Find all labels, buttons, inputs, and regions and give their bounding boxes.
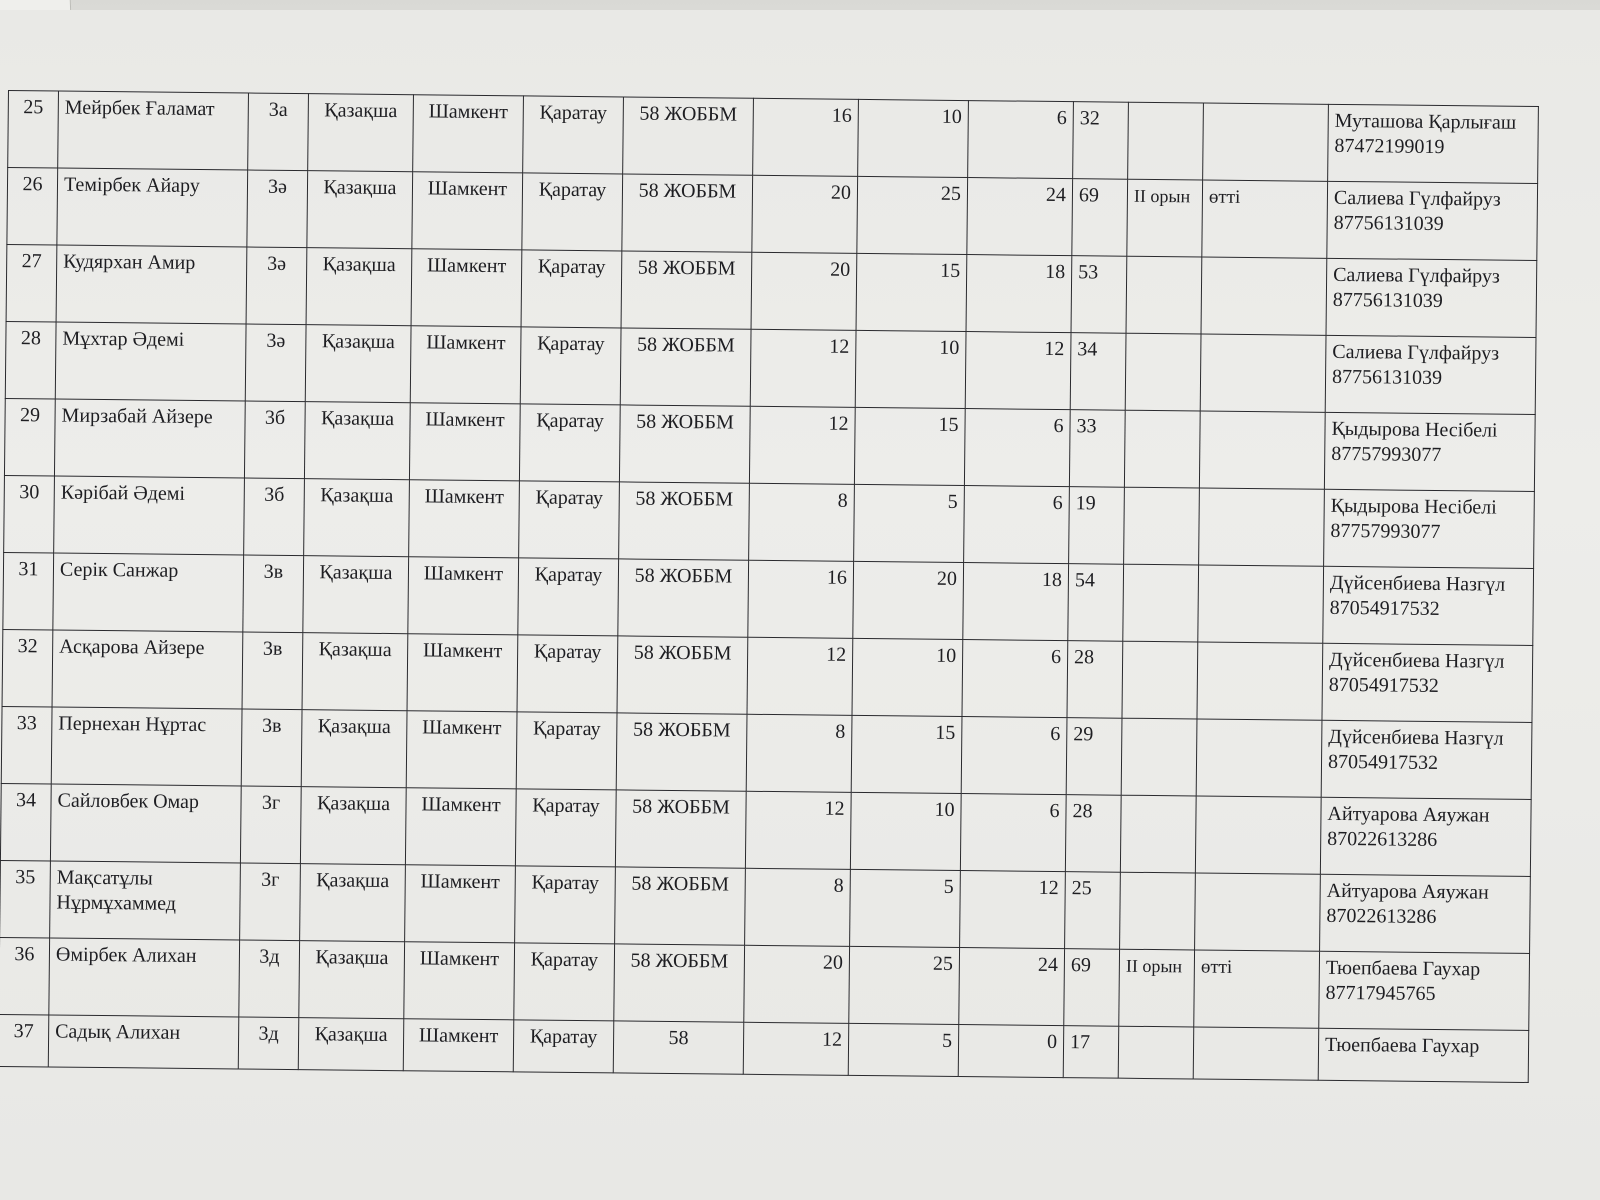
cell-student-name: Сайловбек Омар (50, 784, 241, 863)
teacher-phone: 87022613286 (1327, 827, 1438, 852)
teacher-name: Қыдырова Несібелі (1330, 494, 1497, 519)
cell-place (1118, 1026, 1194, 1079)
cell-score-2: 10 (858, 99, 969, 177)
cell-number: 27 (6, 244, 57, 322)
teacher-name: Дүйсенбиева Назгүл (1328, 725, 1504, 750)
cell-language: Қазақша (305, 325, 411, 403)
cell-school: 58 (613, 1021, 744, 1074)
cell-city: Шамкент (412, 172, 523, 250)
cell-total-score: 69 (1072, 179, 1128, 257)
cell-total-score: 28 (1065, 795, 1121, 873)
cell-score-2: 5 (854, 484, 965, 562)
cell-score-1: 16 (748, 560, 854, 638)
cell-class: 3в (242, 632, 303, 710)
cell-score-1: 8 (749, 483, 855, 561)
cell-student-name: Мейрбек Ғаламат (58, 91, 249, 170)
cell-city: Шамкент (409, 480, 520, 558)
cell-status (1193, 1027, 1319, 1080)
cell-city: Шамкент (403, 1019, 514, 1072)
cell-district: Қаратау (513, 1020, 614, 1073)
cell-number: 37 (0, 1014, 49, 1067)
cell-score-2: 15 (856, 253, 967, 331)
cell-place (1124, 487, 1200, 565)
cell-language: Қазақша (302, 633, 408, 711)
cell-city: Шамкент (413, 95, 524, 173)
cell-district: Қаратау (517, 635, 618, 713)
cell-score-2: 25 (849, 946, 960, 1024)
cell-place (1120, 795, 1196, 873)
cell-student-name: Пернехан Нұртас (51, 707, 242, 786)
results-table (0, 90, 1539, 1083)
cell-place (1121, 718, 1197, 796)
cell-school: 58 ЖОББМ (615, 867, 746, 945)
cell-status (1199, 488, 1325, 566)
cell-score-2: 15 (851, 715, 962, 793)
teacher-name: Айтуарова Аяужан (1326, 879, 1489, 904)
teacher-phone: 87054917532 (1329, 596, 1440, 621)
teacher-name: Салиева Гүлфайруз (1333, 186, 1501, 211)
document-sheet (0, 10, 1600, 1200)
results-table-body (0, 91, 1538, 1083)
cell-place (1124, 410, 1200, 488)
cell-teacher (1324, 412, 1535, 491)
cell-score-1: 12 (749, 406, 855, 484)
cell-score-1: 20 (744, 945, 850, 1023)
cell-school: 58 ЖОББМ (614, 944, 745, 1022)
cell-district: Қаратау (515, 866, 616, 944)
cell-status (1201, 257, 1327, 335)
cell-city: Шамкент (405, 865, 516, 943)
cell-total-score: 53 (1071, 256, 1127, 334)
teacher-name: Муташова Қарлығаш (1334, 109, 1517, 134)
cell-teacher (1320, 874, 1531, 953)
cell-district: Қаратау (521, 250, 622, 328)
cell-language: Қазақша (300, 787, 406, 865)
cell-score-2: 5 (848, 1023, 959, 1076)
cell-total-score: 69 (1064, 949, 1120, 1027)
cell-language: Қазақша (299, 941, 405, 1019)
cell-score-1: 12 (745, 791, 851, 869)
cell-class: 3в (243, 555, 304, 633)
cell-class: 3б (244, 478, 305, 556)
cell-class: 3ә (246, 247, 307, 325)
cell-status (1200, 334, 1326, 412)
cell-student-name: Кудярхан Амир (56, 245, 247, 324)
cell-score-1: 12 (743, 1022, 849, 1075)
cell-teacher (1322, 643, 1533, 722)
teacher-phone: 87022613286 (1326, 904, 1437, 929)
teacher-phone: 87757993077 (1331, 442, 1442, 467)
cell-district: Қаратау (514, 943, 615, 1021)
cell-place (1128, 102, 1204, 180)
cell-number: 35 (0, 860, 50, 938)
cell-place (1122, 641, 1198, 719)
cell-class: 3а (248, 93, 309, 171)
cell-place: II орын (1127, 179, 1203, 257)
cell-status (1199, 411, 1325, 489)
cell-score-3: 18 (963, 563, 1069, 641)
cell-place (1123, 564, 1199, 642)
cell-school: 58 ЖОББМ (623, 97, 754, 175)
cell-number: 34 (0, 783, 51, 861)
cell-score-3: 6 (964, 486, 1070, 564)
cell-class: 3б (244, 401, 305, 479)
cell-school: 58 ЖОББМ (619, 405, 750, 483)
cell-number: 36 (0, 937, 50, 1015)
cell-district: Қаратау (518, 558, 619, 636)
cell-district: Қаратау (519, 481, 620, 559)
cell-class: 3г (240, 786, 301, 864)
cell-city: Шамкент (410, 326, 521, 404)
cell-city: Шамкент (409, 403, 520, 481)
teacher-phone: 87756131039 (1333, 211, 1444, 236)
teacher-name: Дүйсенбиева Назгүл (1328, 648, 1505, 673)
cell-status (1195, 873, 1321, 951)
cell-place (1125, 333, 1201, 411)
cell-score-1: 16 (753, 98, 859, 176)
cell-status: өтті (1194, 950, 1320, 1028)
cell-student-name: Серік Санжар (53, 553, 244, 632)
cell-teacher (1324, 489, 1535, 568)
cell-language: Қазақша (304, 402, 410, 480)
cell-student-name: Кәрібай Әдемі (54, 476, 245, 555)
cell-district: Қаратау (523, 96, 624, 174)
cell-place: II орын (1119, 949, 1195, 1027)
cell-student-name: Асқарова Айзере (52, 630, 243, 709)
cell-total-score: 32 (1073, 102, 1129, 180)
cell-district: Қаратау (516, 712, 617, 790)
cell-student-name: Мирзабай Айзере (54, 399, 245, 478)
teacher-name: Салиева Гүлфайруз (1332, 340, 1500, 365)
cell-student-name: Өмірбек Алихан (49, 938, 240, 1017)
cell-score-2: 5 (850, 869, 961, 947)
teacher-name: Тюепбаева Гаухар (1325, 956, 1481, 981)
cell-student-name: Садық Алихан (48, 1015, 239, 1069)
cell-score-3: 12 (965, 332, 1071, 410)
cell-number: 32 (2, 629, 53, 707)
cell-total-score: 17 (1063, 1026, 1119, 1079)
cell-language: Қазақша (300, 864, 406, 942)
cell-school: 58 ЖОББМ (620, 328, 751, 406)
cell-score-2: 10 (855, 330, 966, 408)
cell-score-3: 6 (968, 101, 1074, 179)
cell-class: 3г (240, 863, 301, 941)
cell-score-2: 10 (852, 638, 963, 716)
cell-district: Қаратау (519, 404, 620, 482)
teacher-phone: 87757993077 (1330, 519, 1441, 544)
cell-total-score: 54 (1068, 564, 1124, 642)
cell-number: 26 (7, 168, 58, 246)
cell-teacher (1321, 720, 1532, 799)
teacher-phone: 87756131039 (1331, 365, 1443, 390)
teacher-name: Тюепбаева Гаухар (1324, 1033, 1480, 1058)
cell-class: 3д (239, 940, 300, 1018)
cell-language: Қазақша (298, 1018, 404, 1071)
cell-teacher (1319, 951, 1530, 1030)
cell-total-score: 29 (1066, 718, 1122, 796)
cell-school: 58 ЖОББМ (616, 713, 747, 791)
cell-teacher (1320, 797, 1531, 876)
cell-score-2: 20 (853, 561, 964, 639)
cell-teacher (1328, 104, 1539, 183)
cell-language: Қазақша (308, 94, 414, 172)
cell-place (1120, 872, 1196, 950)
cell-district: Қаратау (520, 327, 621, 405)
cell-teacher (1327, 181, 1538, 260)
cell-number: 28 (5, 321, 56, 399)
cell-score-3: 18 (966, 255, 1072, 333)
cell-number: 30 (4, 475, 55, 553)
cell-score-1: 20 (752, 175, 858, 253)
cell-total-score: 28 (1067, 641, 1123, 719)
cell-city: Шамкент (411, 249, 522, 327)
cell-score-3: 12 (960, 871, 1066, 949)
teacher-name: Салиева Гүлфайруз (1333, 263, 1500, 288)
cell-language: Қазақша (304, 479, 410, 557)
cell-place (1126, 256, 1202, 334)
cell-school: 58 ЖОББМ (621, 251, 752, 329)
cell-score-1: 8 (745, 868, 851, 946)
cell-total-score: 33 (1069, 410, 1125, 488)
cell-teacher (1326, 258, 1537, 337)
cell-class: 3в (241, 709, 302, 787)
cell-score-3: 6 (960, 794, 1066, 872)
teacher-name: Қыдырова Несібелі (1331, 417, 1498, 442)
cell-district: Қаратау (522, 173, 623, 251)
cell-score-1: 12 (747, 637, 853, 715)
cell-language: Қазақша (307, 171, 413, 249)
cell-school: 58 ЖОББМ (615, 790, 746, 868)
teacher-phone: 87054917532 (1328, 673, 1439, 698)
cell-score-3: 24 (967, 178, 1073, 256)
cell-class: 3ә (247, 170, 308, 248)
cell-student-name: Темірбек Айару (57, 168, 248, 247)
cell-city: Шамкент (406, 711, 517, 789)
cell-city: Шамкент (404, 942, 515, 1020)
cell-number: 29 (4, 398, 55, 476)
cell-language: Қазақша (303, 556, 409, 634)
cell-total-score: 34 (1070, 333, 1126, 411)
teacher-name: Дүйсенбиева Назгүл (1329, 571, 1506, 596)
cell-status (1196, 719, 1322, 797)
cell-score-1: 20 (751, 252, 857, 330)
cell-status (1203, 103, 1329, 181)
cell-school: 58 ЖОББМ (618, 559, 749, 637)
cell-status: өтті (1202, 180, 1328, 258)
cell-student-name: Мұхтар Әдемі (55, 322, 246, 401)
results-table-wrapper (0, 90, 1538, 1083)
cell-teacher (1323, 566, 1534, 645)
cell-teacher (1325, 335, 1536, 414)
teacher-name: Айтуарова Аяужан (1327, 802, 1490, 827)
cell-score-2: 10 (850, 792, 961, 870)
cell-teacher (1318, 1028, 1529, 1082)
cell-score-1: 8 (746, 714, 852, 792)
cell-district: Қаратау (515, 789, 616, 867)
cell-total-score: 25 (1065, 872, 1121, 950)
cell-score-3: 6 (964, 409, 1070, 487)
teacher-phone: 87756131039 (1332, 288, 1443, 313)
cell-status (1197, 642, 1323, 720)
teacher-phone: 87054917532 (1327, 750, 1439, 775)
cell-total-score: 19 (1069, 487, 1125, 565)
cell-city: Шамкент (408, 557, 519, 635)
cell-score-2: 25 (857, 176, 968, 254)
cell-score-3: 24 (959, 948, 1065, 1026)
cell-status (1195, 796, 1321, 874)
cell-number: 25 (8, 91, 59, 169)
cell-language: Қазақша (306, 248, 412, 326)
cell-number: 33 (1, 706, 52, 784)
teacher-phone: 87472199019 (1334, 134, 1445, 159)
cell-number: 31 (3, 552, 54, 630)
cell-school: 58 ЖОББМ (619, 482, 750, 560)
cell-school: 58 ЖОББМ (622, 174, 753, 252)
cell-score-3: 6 (962, 640, 1068, 718)
cell-class: 3ә (245, 324, 306, 402)
cell-score-3: 6 (961, 717, 1067, 795)
cell-status (1198, 565, 1324, 643)
cell-score-2: 15 (854, 407, 965, 485)
cell-score-1: 12 (750, 329, 856, 407)
cell-student-name: Мақсатұлы Нұрмұхаммед (50, 861, 241, 940)
cell-school: 58 ЖОББМ (617, 636, 748, 714)
cell-language: Қазақша (301, 710, 407, 788)
cell-score-3: 0 (958, 1025, 1064, 1078)
teacher-phone: 87717945765 (1325, 981, 1436, 1005)
cell-city: Шамкент (407, 634, 518, 712)
cell-class: 3д (238, 1017, 299, 1070)
cell-city: Шамкент (405, 788, 516, 866)
